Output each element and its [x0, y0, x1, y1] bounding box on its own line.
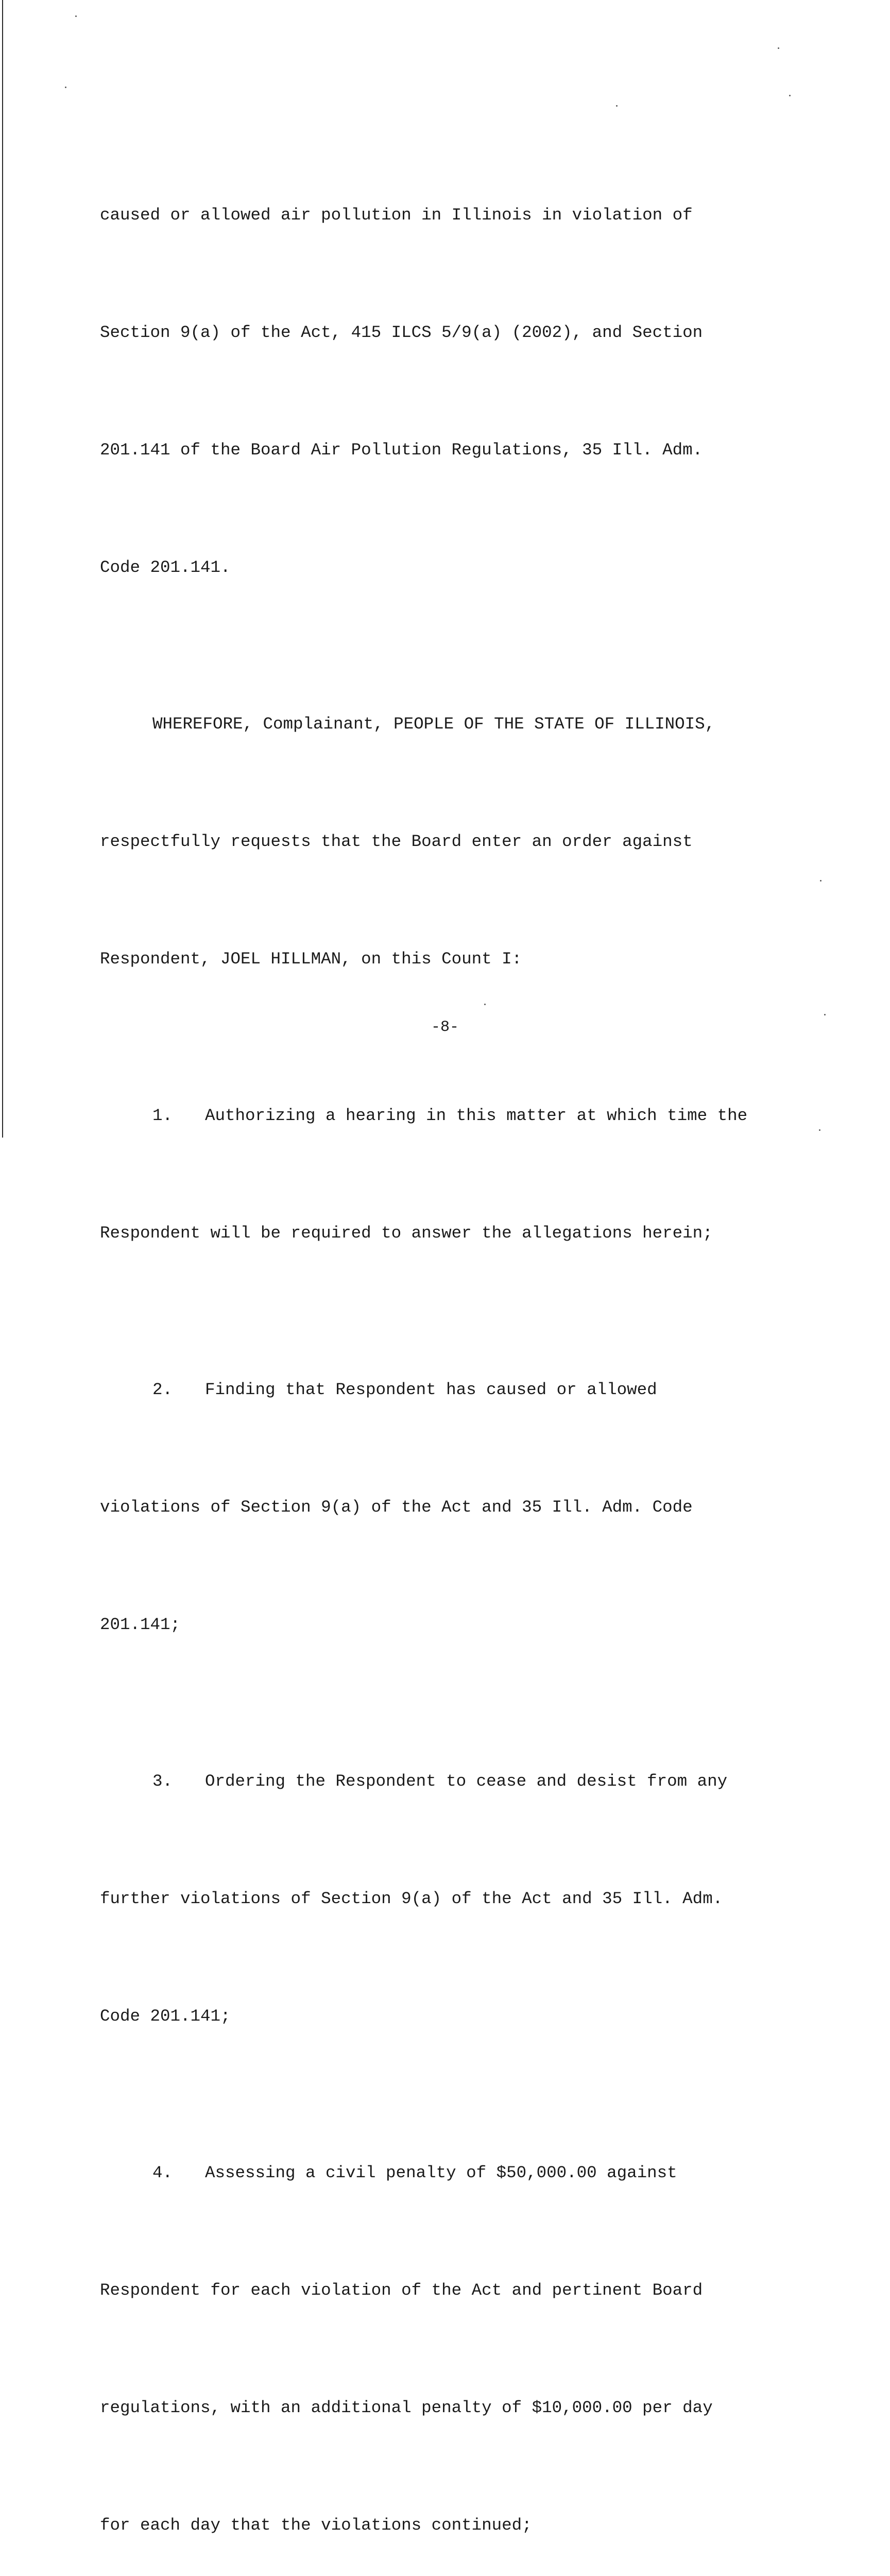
text-line: regulations, with an additional penalty of $10,000.00 per day — [100, 2398, 713, 2417]
text-line: Code 201.141. — [100, 558, 231, 577]
text-line: further violations of Section 9(a) of the Act and 35 Ill. Adm. — [100, 1889, 723, 1908]
item-text: Assessing a civil penalty of $50,000.00 against — [205, 2163, 677, 2182]
text-line: violations of Section 9(a) of the Act and 35 Ill. Adm. Code — [100, 1498, 693, 1517]
text-line: Respondent will be required to answer the allegations herein; — [100, 1224, 713, 1243]
left-margin-line — [2, 0, 3, 1138]
item-number: 2. — [152, 1380, 173, 1399]
scan-speck — [820, 880, 821, 882]
scan-speck — [789, 95, 791, 96]
item-number: 1. — [152, 1106, 173, 1125]
text-line: caused or allowed air pollution in Illinois in violation of — [100, 206, 693, 225]
wherefore-clause-start: WHEREFORE, Complainant, PEOPLE OF THE STATE OF ILLINOIS, — [152, 715, 715, 734]
item-number: 3. — [152, 1772, 173, 1791]
text-line: Section 9(a) of the Act, 415 ILCS 5/9(a) (2002), and Section — [100, 323, 703, 342]
scan-speck — [75, 15, 77, 17]
scan-speck — [824, 1014, 826, 1015]
relief-item-4 — [100, 2154, 790, 2193]
document-body — [100, 117, 790, 2576]
page-number: -8- — [431, 1019, 459, 1036]
scan-speck — [778, 47, 779, 49]
text-line: Code 201.141; — [100, 2007, 231, 2026]
relief-item-1 — [100, 1096, 790, 1136]
text-line: for each day that the violations continued; — [100, 2516, 532, 2535]
text-line: Respondent for each violation of the Act and pertinent Board — [100, 2281, 703, 2300]
scan-speck — [65, 87, 66, 88]
relief-item-2 — [100, 1370, 790, 1410]
text-line: respectfully requests that the Board enter an order against — [100, 832, 693, 851]
scan-speck — [616, 105, 618, 107]
relief-item-3 — [100, 1762, 790, 1801]
text-line: 201.141 of the Board Air Pollution Regulations, 35 Ill. Adm. — [100, 440, 703, 460]
item-number: 4. — [152, 2163, 173, 2182]
scan-speck — [819, 1129, 820, 1131]
text-line: 201.141; — [100, 1615, 181, 1634]
item-text: Finding that Respondent has caused or allowed — [205, 1380, 657, 1399]
item-text: Authorizing a hearing in this matter at which time the — [205, 1106, 748, 1125]
item-text: Ordering the Respondent to cease and desist from any — [205, 1772, 728, 1791]
text-line: Respondent, JOEL HILLMAN, on this Count I: — [100, 950, 522, 969]
